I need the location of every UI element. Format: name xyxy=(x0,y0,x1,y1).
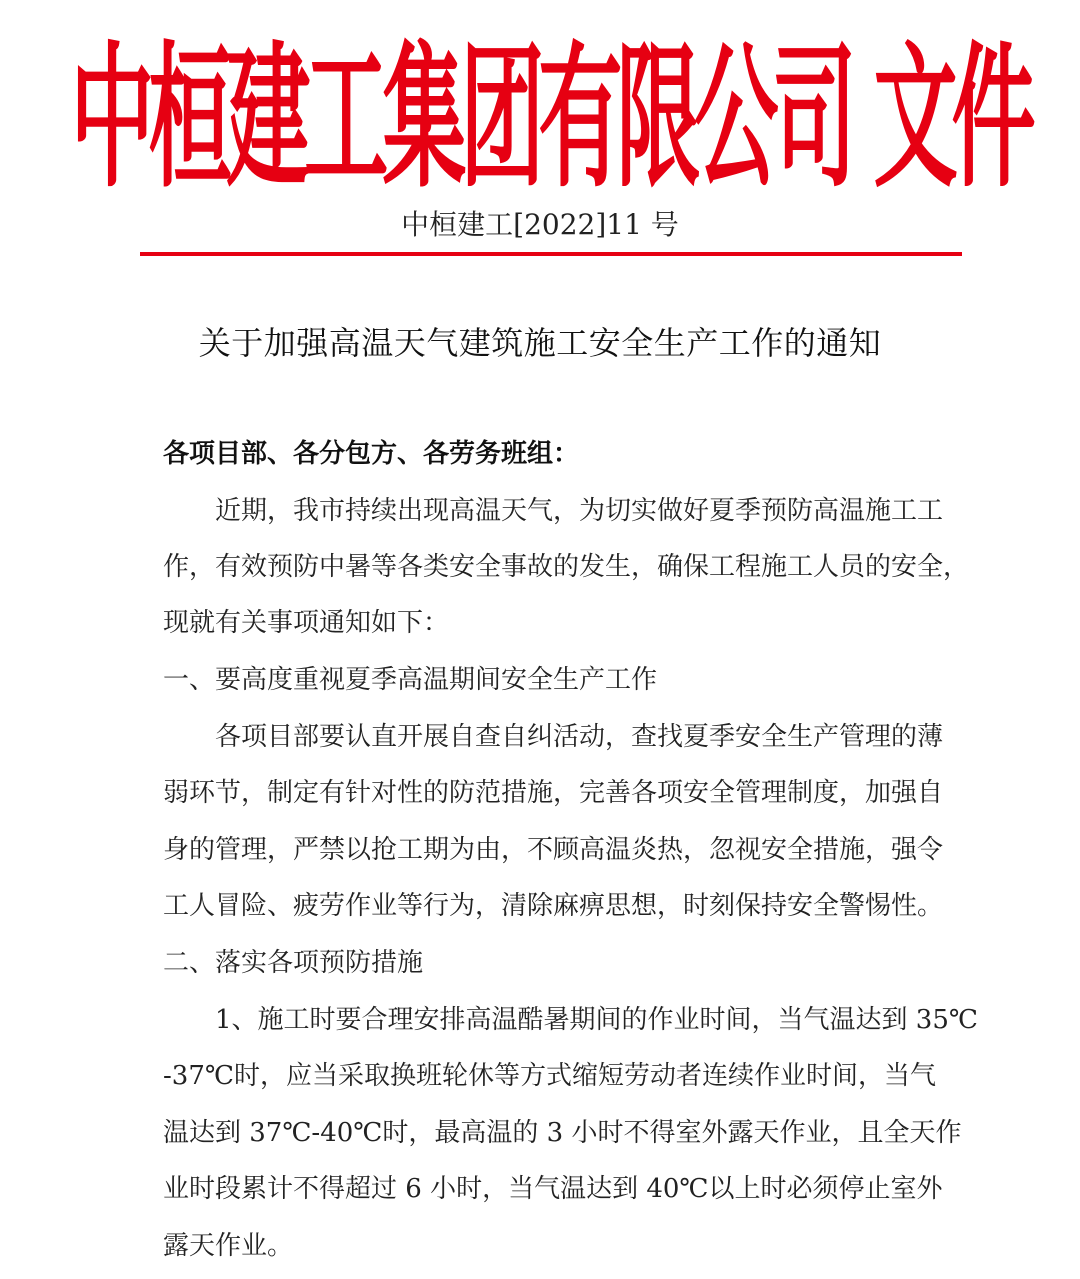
section-heading-1: 一、要高度重视夏季高温期间安全生产工作 xyxy=(163,665,658,695)
section2-line: 1、施工时要合理安排高温酷暑期间的作业时间，当气温达到 35℃ xyxy=(215,1005,978,1035)
section1-line: 身的管理，严禁以抢工期为由，不顾高温炎热，忽视安全措施，强令 xyxy=(163,835,944,865)
section1-line: 工人冒险、疲劳作业等行为，清除麻痹思想，时刻保持安全警惕性。 xyxy=(163,891,944,921)
document-number: 中桓建工[2022]11 号 xyxy=(401,208,679,241)
salutation: 各项目部、各分包方、各劳务班组： xyxy=(163,439,580,469)
red-letterhead xyxy=(70,26,1030,209)
section1-line: 各项目部要认直开展自查自纠活动，查找夏季安全生产管理的薄 xyxy=(215,722,944,752)
intro-line: 作，有效预防中暑等各类安全事故的发生，确保工程施工人员的安全， xyxy=(163,552,970,582)
red-divider-line xyxy=(140,252,962,256)
section2-line: -37℃时，应当采取换班轮休等方式缩短劳动者连续作业时间，当气 xyxy=(163,1061,936,1091)
section2-line: 业时段累计不得超过 6 小时，当气温达到 40℃以上时必须停止室外 xyxy=(163,1174,943,1204)
notice-title: 关于加强高温天气建筑施工安全生产工作的通知 xyxy=(198,324,882,362)
intro-line: 近期，我市持续出现高温天气，为切实做好夏季预防高温施工工 xyxy=(215,496,944,526)
section-heading-2: 二、落实各项预防措施 xyxy=(163,948,424,978)
org-title: 中桓建工集团有限公司 文件 xyxy=(70,26,1030,209)
section2-line: 露天作业。 xyxy=(163,1231,294,1261)
intro-line: 现就有关事项通知如下： xyxy=(163,608,450,638)
section2-line: 温达到 37℃-40℃时，最高温的 3 小时不得室外露天作业，且全天作 xyxy=(163,1118,962,1148)
section1-line: 弱环节，制定有针对性的防范措施，完善各项安全管理制度，加强自 xyxy=(163,778,944,808)
